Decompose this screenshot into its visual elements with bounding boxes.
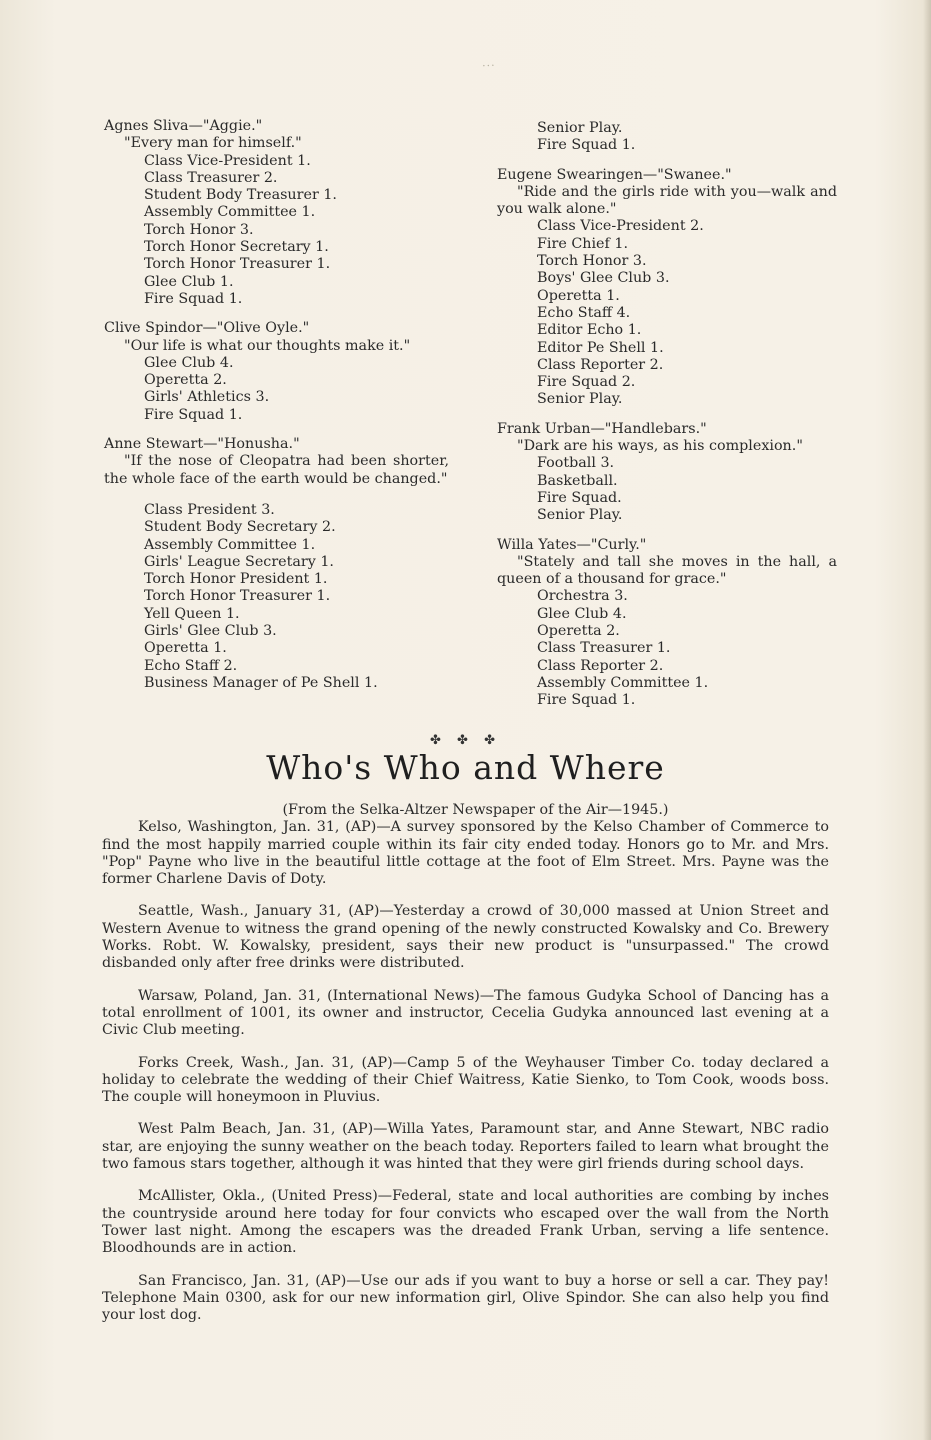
activity: Echo Staff 2.: [144, 657, 238, 674]
activity: Orchestra 3.: [537, 588, 628, 605]
right-column: [497, 120, 837, 722]
senior-entry: [104, 320, 449, 424]
news-paragraph: West Palm Beach, Jan. 31, (AP)—Willa Yates, Paramount star, and Anne Stewart, NBC radio star, are enjoying the sunny weather on the beach today. Reporters failed to learn what brought the two famous stars together, although it was hinted that they were girl friends during school days.: [102, 1121, 829, 1173]
senior-name: Willa Yates—"Curly.": [497, 536, 647, 553]
activity: Class Vice-President 2.: [537, 218, 704, 235]
activity: Girls' League Secretary 1.: [144, 553, 334, 570]
activity: Glee Club 4.: [537, 605, 627, 622]
activity: Glee Club 4.: [144, 354, 234, 371]
activity: Class Vice-President 1.: [144, 152, 311, 169]
activity: Football 3.: [537, 455, 615, 472]
activity: Girls' Glee Club 3.: [144, 623, 277, 640]
activity: Operetta 2.: [144, 372, 227, 389]
activity: Torch Honor Secretary 1.: [144, 239, 329, 256]
senior-name: Frank Urban—"Handlebars.": [497, 420, 707, 437]
activity: Senior Play.: [537, 391, 623, 408]
news-paragraph: Seattle, Wash., January 31, (AP)—Yesterday a crowd of 30,000 massed at Union Street and Western Avenue to witness the grand opening of the newly constructed Kowalsky and Co. Brewery Works. Robt. W. Kowalsky, president, says their new product is "unsurpassed." The crowd disbanded only after free drinks were distributed.: [102, 903, 829, 972]
spacer: [104, 488, 449, 502]
activity: Assembly Committee 1.: [537, 674, 709, 691]
activity: Operetta 1.: [144, 640, 227, 657]
activity: Torch Honor 3.: [144, 221, 254, 238]
faint-watermark: ...: [481, 55, 496, 70]
ornament-divider-icon: ✤ ✤ ✤: [430, 733, 501, 748]
activity: Fire Chief 1.: [537, 235, 628, 252]
senior-quote: "Our life is what our thoughts make it.": [124, 337, 411, 354]
news-paragraph: Kelso, Washington, Jan. 31, (AP)—A survey sponsored by the Kelso Chamber of Commerce to find the most happily married couple within its fair city ended today. Honors go to Mr. and Mrs. "Pop" Payne who live in the beautiful little cottage at the foot of Elm Street. Mrs. Payne was the former Charlene Davis of Doty.: [102, 819, 829, 888]
senior-name: Anne Stewart—"Honusha.": [104, 436, 300, 453]
news-paragraph: San Francisco, Jan. 31, (AP)—Use our ads if you want to buy a horse or sell a car. They pay! Telephone Main 0300, ask for our new information girl, Olive Spindor. She can also help you find your lost dog.: [102, 1272, 829, 1324]
activity: Girls' Athletics 3.: [144, 389, 270, 406]
activity: Business Manager of Pe Shell 1.: [144, 674, 378, 691]
senior-entry: [497, 421, 837, 525]
senior-name: Eugene Swearingen—"Swanee.": [497, 166, 732, 183]
news-paragraph: Forks Creek, Wash., Jan. 31, (AP)—Camp 5 of the Weyhauser Timber Co. today declared a holiday to celebrate the wedding of their Chief Waitress, Katie Sienko, to Tom Cook, woods boss. The couple will honeymoon in Pluvius.: [102, 1054, 829, 1106]
activity: Torch Honor 3.: [537, 253, 647, 270]
activity: Fire Squad 1.: [144, 406, 243, 423]
activity: Editor Pe Shell 1.: [537, 339, 664, 356]
left-column: [104, 118, 449, 704]
activity: Class Reporter 2.: [537, 356, 664, 373]
activity: Torch Honor Treasurer 1.: [144, 256, 331, 273]
page-edge-shadow: [923, 0, 931, 1440]
activity: Echo Staff 4.: [537, 304, 631, 321]
activity: Class Treasurer 2.: [144, 169, 278, 186]
senior-entry: [104, 118, 449, 308]
activity: Fire Squad 1.: [537, 692, 636, 709]
article-body: [102, 802, 829, 1339]
senior-entry-continued: [497, 120, 837, 155]
activity: Yell Queen 1.: [144, 605, 240, 622]
activity: Boys' Glee Club 3.: [537, 270, 670, 287]
senior-quote: "If the nose of Cleopatra had been shorter, the whole face of the earth would be changed.": [104, 453, 449, 487]
article-title: Who's Who and Where: [266, 748, 665, 787]
activity: Assembly Committee 1.: [144, 204, 316, 221]
activity: Class Reporter 2.: [537, 657, 664, 674]
activity: Assembly Committee 1.: [144, 536, 316, 553]
senior-name: Agnes Sliva—"Aggie.": [104, 118, 263, 134]
activity: Glee Club 1.: [144, 273, 234, 290]
activity: Fire Squad 1.: [144, 290, 243, 307]
senior-quote: "Dark are his ways, as his complexion.": [517, 438, 803, 455]
activity: Student Body Treasurer 1.: [144, 187, 337, 204]
activity: Senior Play.: [537, 507, 623, 524]
senior-quote: "Every man for himself.": [124, 135, 302, 152]
news-paragraph: McAllister, Okla., (United Press)—Federal, state and local authorities are combing by inches the countryside around here today for four convicts who escaped over the wall from the North Tower last night. Among the escapers was the dreaded Frank Urban, serving a life sentence. Bloodhounds are in action.: [102, 1188, 829, 1257]
activity: Editor Echo 1.: [537, 322, 642, 339]
activity: Operetta 2.: [537, 623, 620, 640]
senior-entry: [104, 436, 449, 692]
activity: Torch Honor President 1.: [144, 571, 328, 588]
activity: Fire Squad.: [537, 489, 622, 506]
senior-entry: [497, 167, 837, 409]
activity: Operetta 1.: [537, 287, 620, 304]
activity: Student Body Secretary 2.: [144, 519, 336, 536]
senior-quote: "Stately and tall she moves in the hall, a queen of a thousand for grace.": [497, 553, 837, 588]
article-subtitle: (From the Selka-Altzer Newspaper of the Air—1945.): [282, 802, 669, 818]
activity: Torch Honor Treasurer 1.: [144, 588, 331, 605]
activity: Senior Play.: [537, 120, 623, 136]
senior-entry: [497, 537, 837, 710]
news-paragraph: Warsaw, Poland, Jan. 31, (International News)—The famous Gudyka School of Dancing has a total enrollment of 1001, its owner and instructor, Cecelia Gudyka announced last evening at a Civic Club meeting.: [102, 987, 829, 1039]
activity: Class Treasurer 1.: [537, 640, 671, 657]
activity: Class President 3.: [144, 501, 275, 518]
activity: Fire Squad 1.: [537, 137, 636, 154]
activity: Fire Squad 2.: [537, 374, 636, 391]
activity: Basketball.: [537, 472, 618, 489]
senior-quote: "Ride and the girls ride with you—walk and you walk alone.": [497, 183, 837, 218]
senior-name: Clive Spindor—"Olive Oyle.": [104, 320, 310, 337]
